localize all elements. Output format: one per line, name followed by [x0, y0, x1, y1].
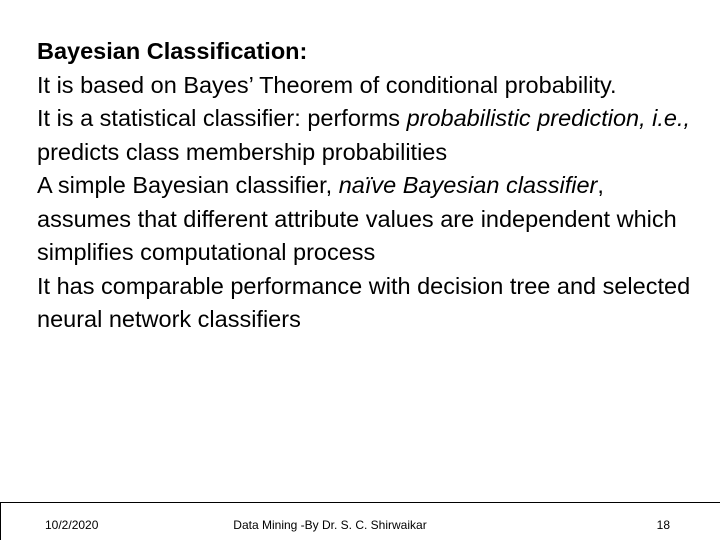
footer-author: Data Mining -By Dr. S. C. Shirwaikar	[233, 518, 427, 532]
body-paragraph	[37, 69, 697, 103]
paragraph-text: It has comparable performance with decision tree and selected neural network classifiers	[37, 272, 691, 332]
body-paragraph	[37, 102, 697, 169]
bullet-paragraphs	[37, 69, 697, 337]
paragraph-text: It is a statistical classifier: performs	[37, 105, 407, 131]
page-number: 18	[656, 518, 670, 532]
footer-date: 10/2/2020	[45, 518, 99, 532]
slide-body	[37, 35, 697, 337]
body-paragraph	[37, 169, 697, 270]
emphasized-text: probabilistic prediction, i.e.,	[406, 105, 691, 131]
paragraph-text: It is based on Bayes’ Theorem of conditional probability.	[37, 71, 617, 98]
paragraph-text: A simple Bayesian classifier,	[37, 172, 339, 198]
paragraph-text: , assumes that different attribute values are independent which simplifies computational process	[37, 172, 677, 265]
footer-divider	[0, 502, 720, 503]
slide-title: Bayesian Classification:	[37, 38, 308, 64]
emphasized-text: naïve Bayesian classifier	[338, 172, 598, 198]
body-paragraph	[37, 270, 697, 337]
paragraph-text: predicts class membership probabilities	[37, 138, 448, 165]
